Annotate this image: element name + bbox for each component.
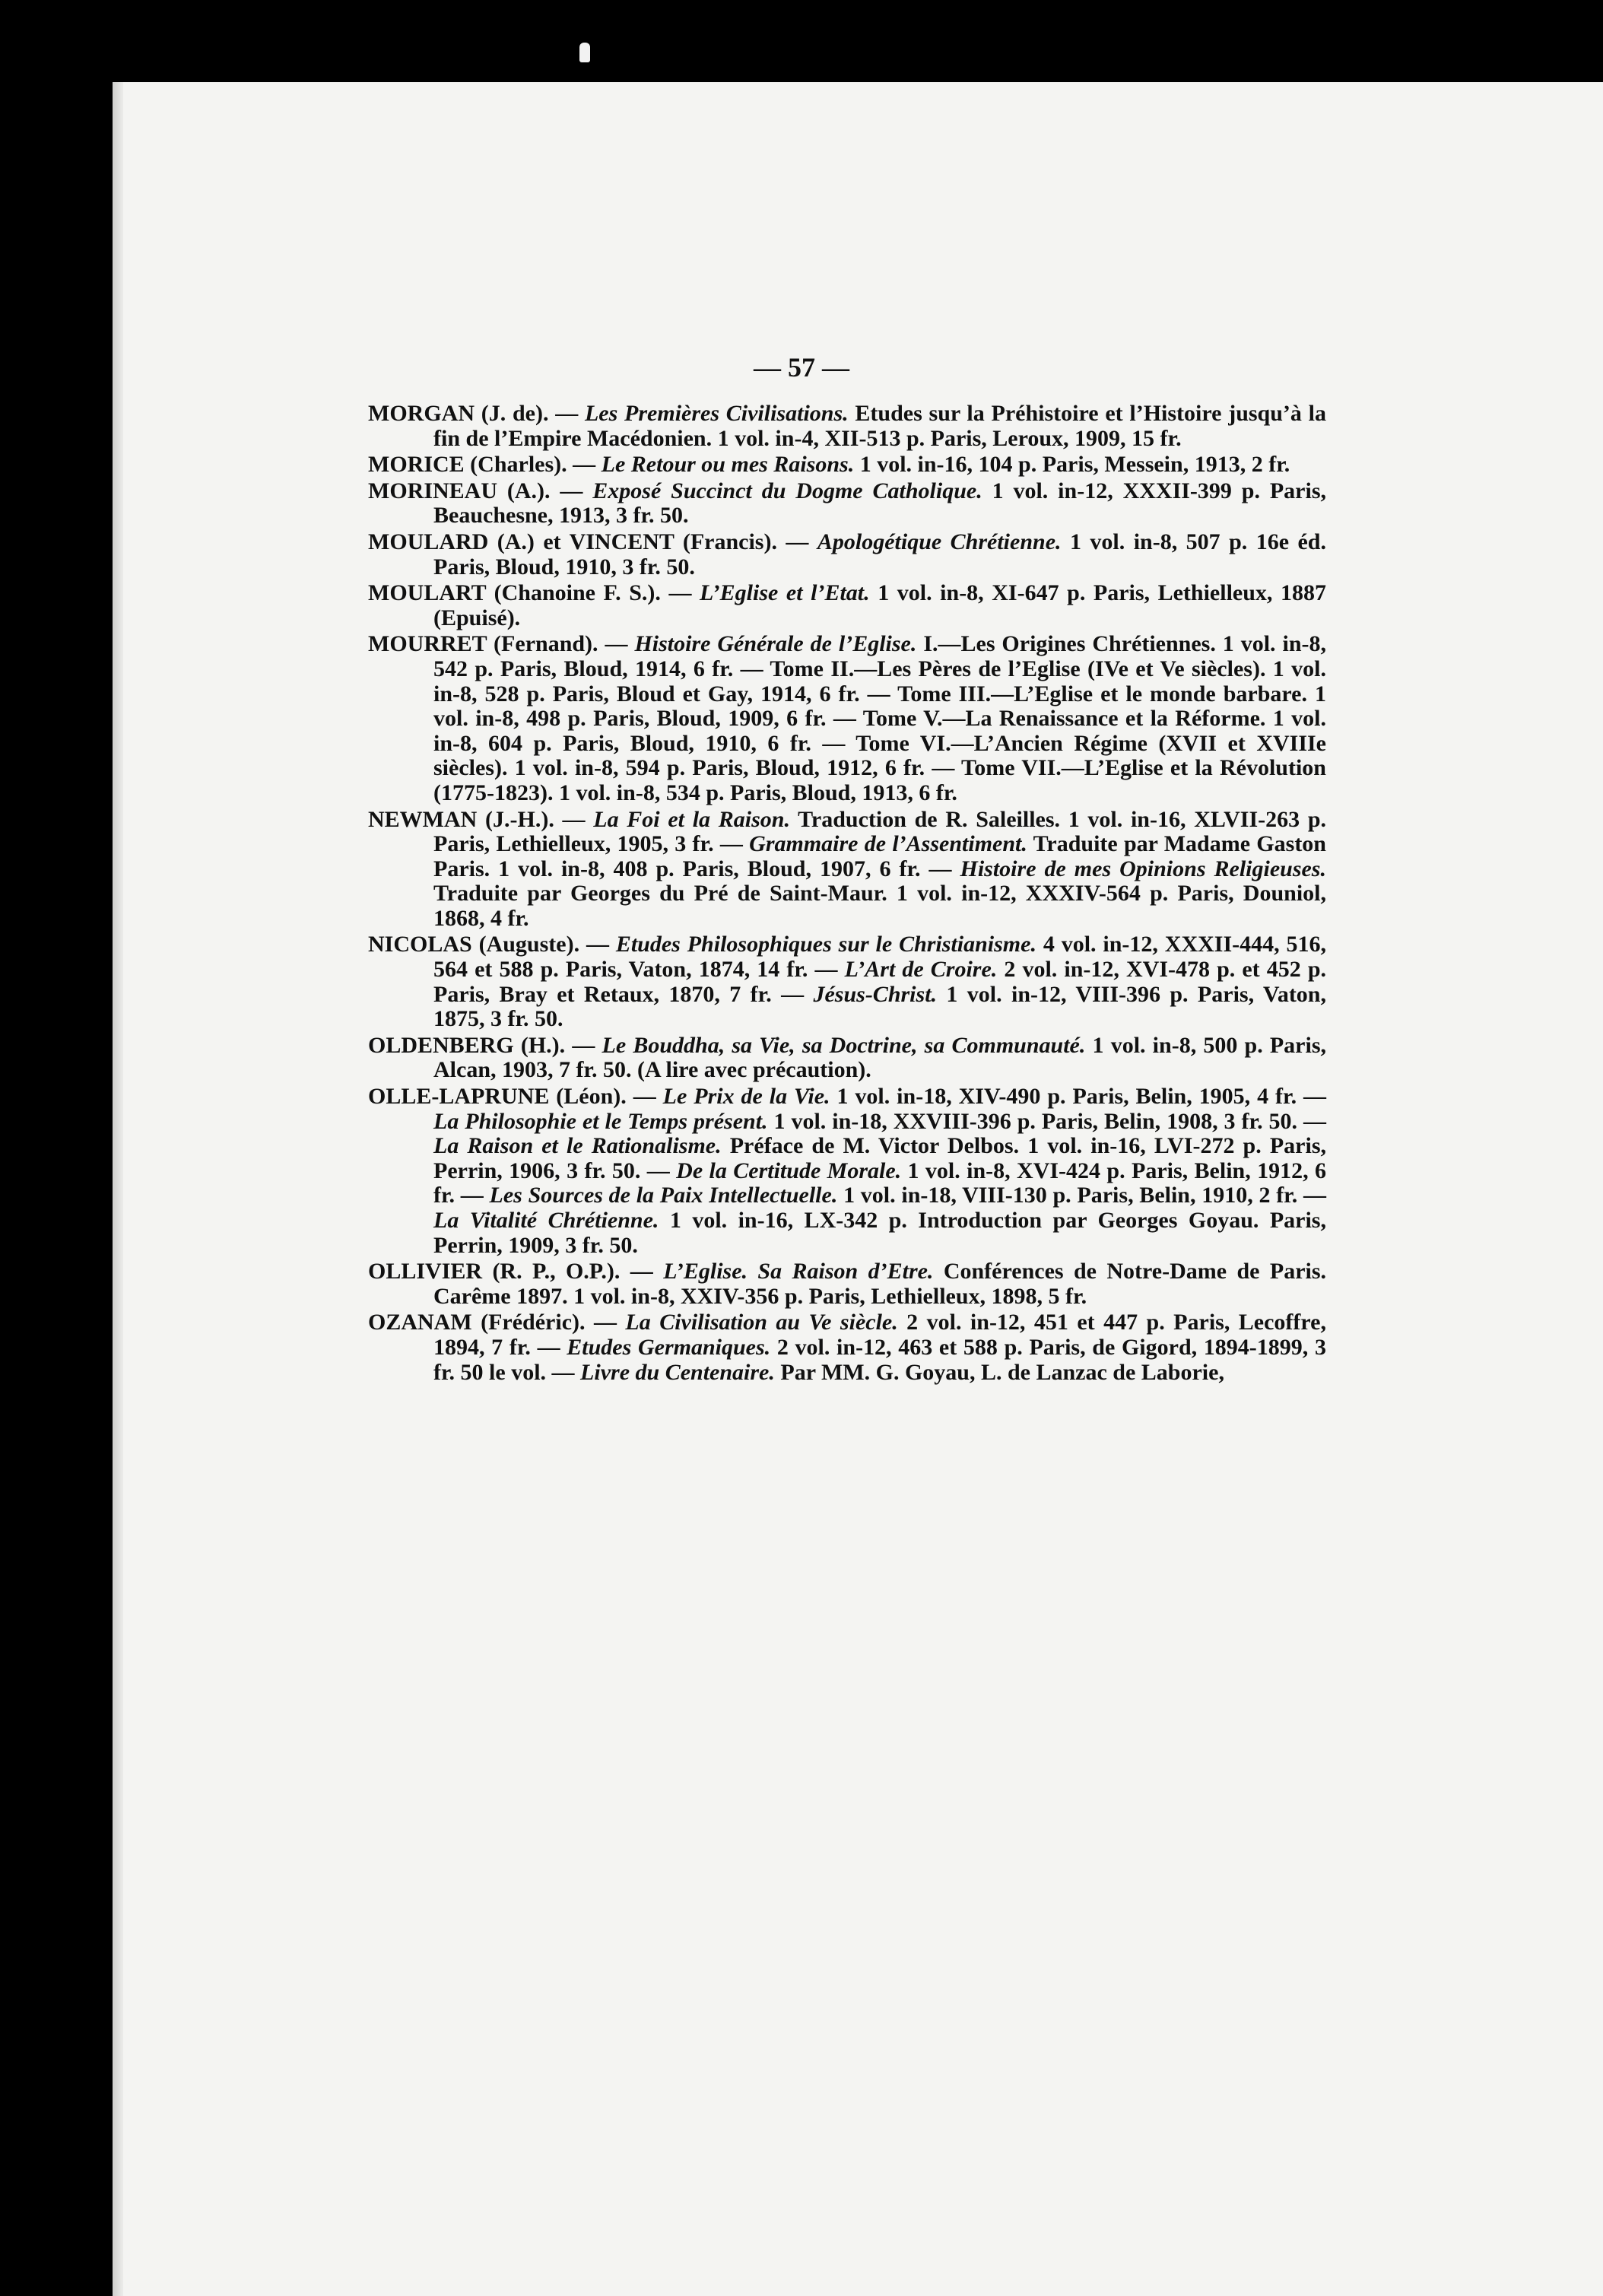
bibliography-entry: [368, 479, 1326, 529]
work-title: De la Certitude Morale.: [676, 1158, 902, 1183]
work-title: Jésus-Christ.: [813, 981, 938, 1007]
entry-separator: —: [776, 529, 817, 554]
scan-mark: [579, 43, 590, 62]
entry-author: MOURRET (Fernand).: [368, 631, 598, 657]
work-details: 1 vol. in-12, XXXII-399 p. Paris, Beauchesne, 1913, 3 fr. 50.: [433, 478, 1327, 529]
work-details: I.—Les Origines Chrétiennes. 1 vol. in-8, 542 p. Paris, Bloud, 1914, 6 fr. — Tome II.—Les Pères de l’Eglise (IVe et Ve siècles). 1 vol. in-8, 528 p. Paris, Bloud et Gay, 1914, 6 fr. — Tome III.—L’Eglise et le monde barbare. 1 vol. in-8, 498 p. Paris, Bloud, 1909, 6 fr. — Tome V.—La Renaissance et la Réforme. 1 vol. in-8, 604 p. Paris, Bloud, 1910, 6 fr. — Tome VI.—L’Ancien Régime (XVII et XVIIIe siècles). 1 vol. in-8, 594 p. Paris, Bloud, 1912, 6 fr. — Tome VII.—L’Eglise et la Révolution (1775-1823). 1 vol. in-8, 534 p. Paris, Bloud, 1913, 6 fr.: [433, 631, 1326, 805]
work-details: 1 vol. in-16, 104 p. Paris, Messein, 1913, 2 fr.: [854, 452, 1290, 478]
work-details: 2 vol. in-12, 451 et 447 p. Paris, Lecoffre, 1894, 7 fr. —: [433, 1310, 1326, 1360]
entry-author: NEWMAN (J.-H.).: [368, 806, 554, 832]
work-title: Exposé Succinct du Dogme Catholique.: [592, 478, 982, 503]
work-details: Traduite par Madame Gaston Paris. 1 vol. in-8, 408 p. Paris, Bloud, 1907, 6 fr. —: [433, 831, 1326, 881]
bibliography-entry: [368, 530, 1326, 580]
work-details: Conférences de Notre-Dame de Paris. Carême 1897. 1 vol. in-8, XXIV-356 p. Paris, Lethielleux, 1898, 5 fr.: [433, 1259, 1327, 1309]
entry-author: MORGAN (J. de).: [368, 401, 549, 426]
bibliography-entry: [368, 632, 1326, 805]
entry-author: OLLE-LAPRUNE (Léon).: [368, 1084, 627, 1110]
entry-author: NICOLAS (Auguste).: [368, 932, 580, 957]
work-details: 2 vol. in-12, 463 et 588 p. Paris, de Gigord, 1894-1899, 3 fr. 50 le vol. —: [433, 1334, 1326, 1385]
work-details: 1 vol. in-16, LX-342 p. Introduction par Georges Goyau. Paris, Perrin, 1909, 3 fr. 50.: [433, 1208, 1326, 1258]
work-title: Grammaire de l’Assentiment.: [749, 831, 1027, 857]
work-details: 1 vol. in-18, XXVIII-396 p. Paris, Belin, 1908, 3 fr. 50. —: [767, 1108, 1326, 1134]
bibliography-entry: [368, 1084, 1326, 1258]
page-number: — 57 —: [754, 352, 849, 383]
work-title: La Civilisation au Ve siècle.: [625, 1310, 898, 1335]
entry-separator: —: [550, 478, 593, 503]
entry-author: MORINEAU (A.).: [368, 478, 551, 503]
bibliography-entry: [368, 1310, 1326, 1385]
work-details: 1 vol. in-8, XVI-424 p. Paris, Belin, 1912, 6 fr. —: [433, 1158, 1326, 1208]
entry-separator: —: [579, 932, 616, 957]
entry-separator: —: [565, 1032, 602, 1058]
bibliography-entry: [368, 932, 1326, 1031]
bibliography-entry: [368, 453, 1326, 478]
work-title: L’Art de Croire.: [844, 957, 998, 983]
work-details: 1 vol. in-18, VIII-130 p. Paris, Belin, 1910, 2 fr. —: [837, 1183, 1326, 1208]
work-title: L’Eglise. Sa Raison d’Etre.: [663, 1259, 934, 1285]
bibliography-list: [368, 402, 1326, 1386]
work-details: 1 vol. in-8, 500 p. Paris, Alcan, 1903, 7 fr. 50. (A lire avec précaution).: [433, 1032, 1326, 1083]
work-title: Les Sources de la Paix Intellectuelle.: [489, 1183, 838, 1208]
bibliography-entry: [368, 402, 1326, 451]
work-details: Traduite par Georges du Pré de Saint-Maur. 1 vol. in-12, XXXIV-564 p. Paris, Douniol, 1868, 4 fr.: [433, 881, 1326, 931]
entry-author: MOULART (Chanoine F. S.).: [368, 580, 661, 606]
work-details: 1 vol. in-8, XI-647 p. Paris, Lethielleux, 1887 (Epuisé).: [433, 580, 1326, 630]
bibliography-entry: [368, 581, 1326, 630]
work-details: 4 vol. in-12, XXXII-444, 516, 564 et 588 p. Paris, Vaton, 1874, 14 fr. —: [433, 932, 1327, 983]
work-title: Histoire Générale de l’Eglise.: [634, 631, 917, 657]
bibliography-entry: [368, 1259, 1326, 1309]
work-details: 2 vol. in-12, XVI-478 p. et 452 p. Paris, Bray et Retaux, 1870, 7 fr. —: [433, 957, 1326, 1007]
work-details: 1 vol. in-18, XIV-490 p. Paris, Belin, 1905, 4 fr. —: [830, 1084, 1327, 1110]
entry-separator: —: [585, 1310, 626, 1335]
bibliography-entry: [368, 808, 1326, 932]
work-details: Préface de M. Victor Delbos. 1 vol. in-16, LVI-272 p. Paris, Perrin, 1906, 3 fr. 50. —: [433, 1133, 1326, 1183]
work-title: Livre du Centenaire.: [580, 1359, 775, 1385]
entry-separator: —: [548, 401, 585, 426]
entry-author: OZANAM (Frédéric).: [368, 1310, 586, 1335]
work-title: Etudes Philosophiques sur le Christianisme.: [615, 932, 1036, 957]
work-title: La Raison et le Rationalisme.: [433, 1133, 722, 1159]
work-title: Le Prix de la Vie.: [662, 1084, 830, 1110]
work-title: L’Eglise et l’Etat.: [700, 580, 870, 606]
entry-separator: —: [598, 631, 635, 657]
work-details: 1 vol. in-8, 507 p. 16e éd. Paris, Bloud, 1910, 3 fr. 50.: [433, 529, 1326, 580]
entry-author: MORICE (Charles).: [368, 452, 567, 478]
work-title: Apologétique Chrétienne.: [817, 529, 1062, 554]
work-title: Les Premières Civilisations.: [584, 401, 849, 426]
work-details: Etudes sur la Préhistoire et l’Histoire jusqu’à la fin de l’Empire Macédonien. 1 vol. in-4, XII-513 p. Paris, Leroux, 1909, 15 fr.: [433, 401, 1327, 451]
entry-author: OLLIVIER (R. P., O.P.).: [368, 1259, 621, 1285]
entry-author: OLDENBERG (H.).: [368, 1032, 566, 1058]
work-title: La Vitalité Chrétienne.: [433, 1208, 659, 1233]
work-title: Le Retour ou mes Raisons.: [601, 452, 855, 478]
work-details: Par MM. G. Goyau, L. de Lanzac de Laborie,: [774, 1359, 1224, 1385]
entry-separator: —: [554, 806, 594, 832]
work-details: 1 vol. in-12, VIII-396 p. Paris, Vaton, 1875, 3 fr. 50.: [433, 981, 1326, 1032]
entry-separator: —: [660, 580, 700, 606]
work-title: Histoire de mes Opinions Religieuses.: [960, 856, 1326, 881]
entry-author: MOULARD (A.) et VINCENT (Francis).: [368, 529, 777, 554]
page-spine-shadow: [113, 82, 123, 2296]
work-title: La Philosophie et le Temps présent.: [433, 1108, 768, 1134]
entry-separator: —: [620, 1259, 664, 1285]
work-title: Etudes Germaniques.: [567, 1334, 771, 1360]
entry-separator: —: [567, 452, 602, 478]
bibliography-entry: [368, 1034, 1326, 1083]
work-title: La Foi et la Raison.: [593, 806, 790, 832]
work-details: Traduction de R. Saleilles. 1 vol. in-16, XLVII-263 p. Paris, Lethielleux, 1905, 3 fr. —: [433, 806, 1327, 857]
entry-separator: —: [626, 1084, 663, 1110]
work-title: Le Bouddha, sa Vie, sa Doctrine, sa Communauté.: [602, 1032, 1086, 1058]
